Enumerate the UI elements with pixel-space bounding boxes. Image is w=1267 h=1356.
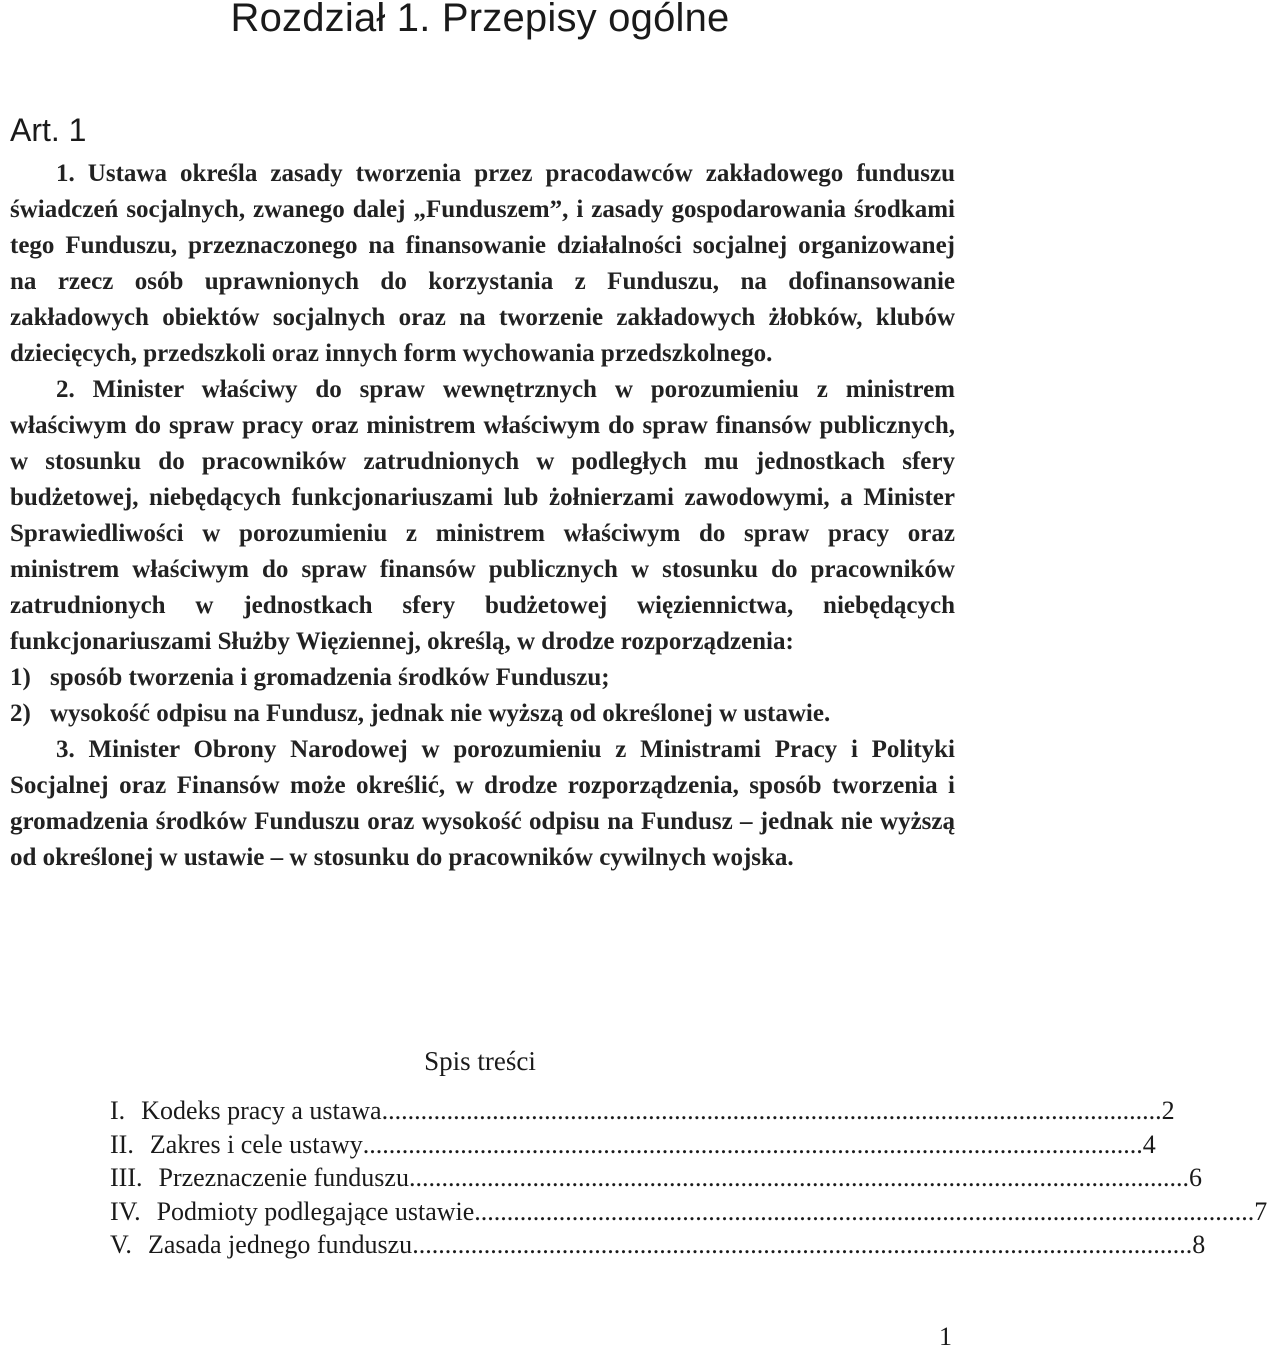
toc-entry-label: Podmioty podlegające ustawie <box>156 1196 475 1226</box>
toc-leader-dots: ........................................................................................................................ <box>381 1096 1162 1125</box>
toc-entry-number: V. <box>110 1230 132 1259</box>
toc-entry-label: Zakres i cele ustawy <box>149 1129 363 1159</box>
toc-entry-page: 6 <box>1188 1163 1202 1192</box>
toc-leader-dots: ........................................................................................................................ <box>362 1129 1143 1159</box>
toc-entry[interactable] <box>110 1195 1267 1229</box>
list-text: wysokość odpisu na Fundusz, jednak nie wyższą od określonej w ustawie. <box>50 700 831 727</box>
toc-entry-page: 7 <box>1254 1196 1267 1226</box>
toc-entry-number: III. <box>110 1163 143 1192</box>
toc-leader-dots: ........................................................................................................................ <box>474 1196 1255 1226</box>
paragraph-1: 1. Ustawa określa zasady tworzenia przez pracodawców zakładowego funduszu świadczeń socjalnych, zwanego dalej „Funduszem”, i zasady gospodarowania środkami tego Funduszu, przeznaczonego na finansowanie działalności socjalnej organizowanej na rzecz osób uprawnionych do korzystania z Funduszu, na dofinansowanie zakładowych obiektów socjalnych oraz na tworzenie zakładowych żłobków, klubów dziecięcych, przedszkoli oraz innych form wychowania przedszkolnego. <box>10 160 955 367</box>
page-number: 1 <box>939 1322 952 1351</box>
list-text: sposób tworzenia i gromadzenia środków Funduszu; <box>50 664 610 691</box>
toc-entry-label: Kodeks pracy a ustawa <box>141 1096 382 1125</box>
toc-entry-number: I. <box>110 1096 126 1125</box>
toc-entry-number: IV. <box>110 1196 141 1226</box>
article-title: Art. 1 <box>10 112 87 148</box>
toc-entry[interactable] <box>110 1161 1202 1195</box>
list-marker: 1) <box>10 664 31 691</box>
chapter-title: Rozdział 1. Przepisy ogólne <box>230 0 730 40</box>
toc-entry-page: 8 <box>1192 1230 1206 1259</box>
toc-entry-label: Przeznaczenie funduszu <box>158 1163 409 1192</box>
toc-entry-page: 4 <box>1142 1129 1156 1159</box>
article-body <box>10 156 955 876</box>
list-marker: 2) <box>10 700 31 727</box>
paragraph-2-list <box>10 660 955 732</box>
toc-entry-page: 2 <box>1161 1096 1175 1125</box>
toc-entry-number: II. <box>110 1129 134 1159</box>
toc-entry-label: Zasada jednego funduszu <box>147 1230 413 1259</box>
paragraph-2: 2. Minister właściwy do spraw wewnętrznych w porozumieniu z ministrem właściwym do spraw pracy oraz ministrem właściwym do spraw finansów publicznych, w stosunku do pracowników zatrudnionych w podległych mu jednostkach sfery budżetowej, niebędących funkcjonariuszami lub żołnierzami zawodowymi, a Minister Sprawiedliwości w porozumieniu z ministrem właściwym do spraw pracy oraz ministrem właściwym do spraw finansów publicznych w stosunku do pracowników zatrudnionych w jednostkach sfery budżetowej więziennictwa, niebędących funkcjonariuszami Służby Więziennej, określą, w drodze rozporządzenia: <box>10 376 955 655</box>
list-item <box>10 660 955 696</box>
list-item <box>10 696 955 732</box>
table-of-contents <box>110 1094 1267 1262</box>
toc-entry[interactable] <box>110 1094 1175 1128</box>
toc-entry[interactable] <box>110 1128 1156 1162</box>
toc-title: Spis treści <box>424 1046 536 1076</box>
toc-leader-dots: ........................................................................................................................ <box>408 1163 1189 1192</box>
toc-leader-dots: ........................................................................................................................ <box>412 1230 1193 1259</box>
paragraph-3: 3. Minister Obrony Narodowej w porozumieniu z Ministrami Pracy i Polityki Socjalnej oraz Finansów może określić, w drodze rozporządzenia, sposób tworzenia i gromadzenia środków Funduszu oraz wysokość odpisu na Fundusz – jednak nie wyższą od określonej w ustawie – w stosunku do pracowników cywilnych wojska. <box>10 736 955 871</box>
toc-entry[interactable] <box>110 1228 1206 1262</box>
